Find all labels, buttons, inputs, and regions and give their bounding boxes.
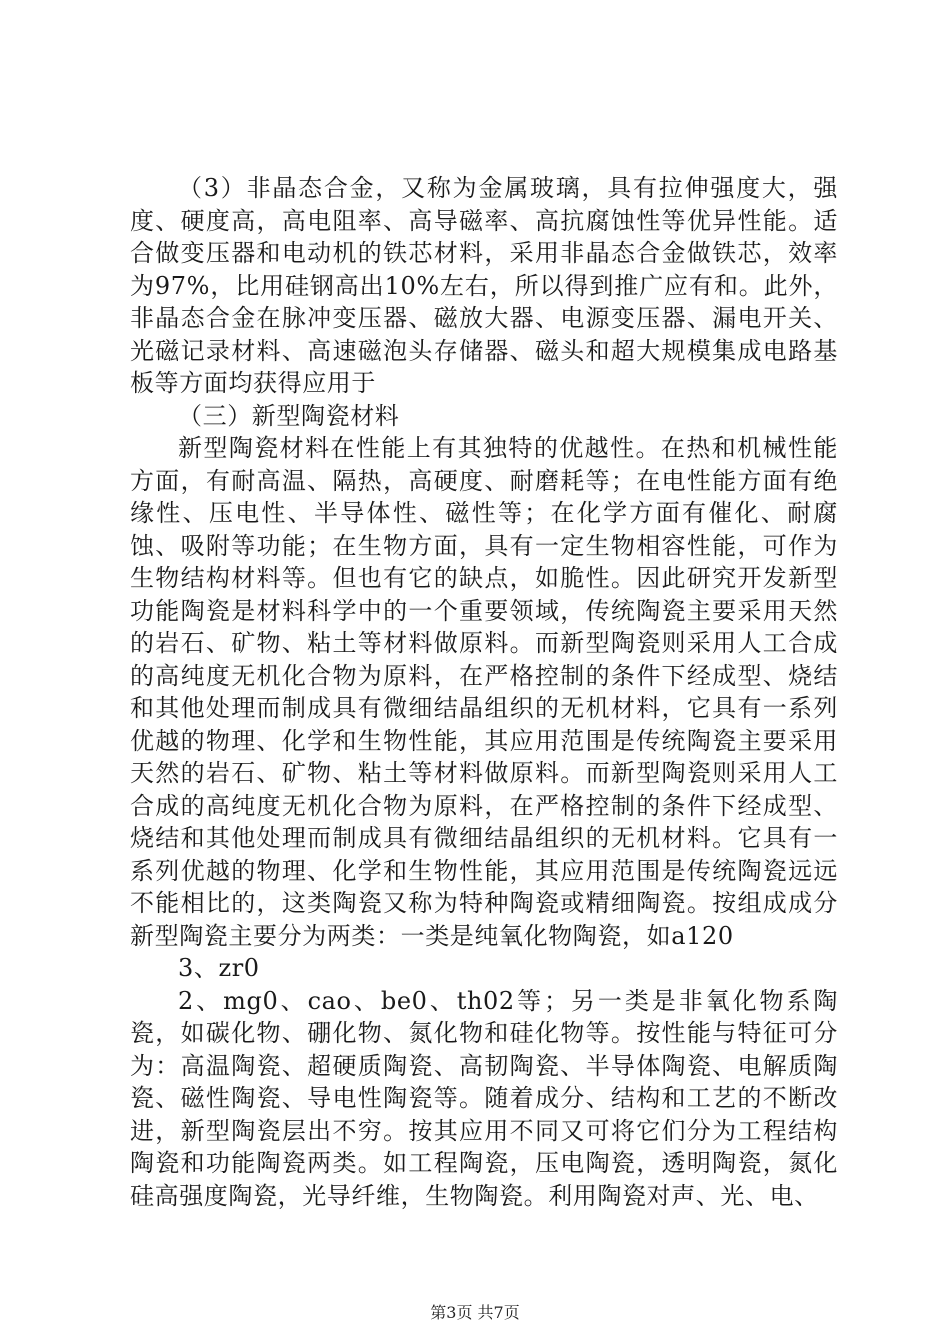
paragraph-new-ceramics: 新型陶瓷材料在性能上有其独特的优越性。在热和机械性能方面，有耐高温、隔热，高硬度、耐磨耗等；在电性能方面有绝缘性、压电性、半导体性、磁性等；在化学方面有催化、耐腐蚀、吸附等功能；在生物方面，具有一定生物相容性能，可作为生物结构材料等。但也有它的缺点，如脆性。因此研究开发新型功能陶瓷是材料科学中的一个重要领域，传统陶瓷主要采用天然的岩石、矿物、粘土等材料做原料。而新型陶瓷则采用人工合成的高纯度无机化合物为原料，在严格控制的条件下经成型、烧结和其他处理而制成具有微细结晶组织的无机材料，它具有一系列优越的物理、化学和生物性能，其应用范围是传统陶瓷主要采用天然的岩石、矿物、粘土等材料做原料。而新型陶瓷则采用人工合成的高纯度无机化合物为原料，在严格控制的条件下经成型、烧结和其他处理而制成具有微细结晶组织的无机材料。它具有一系列优越的物理、化学和生物性能，其应用范围是传统陶瓷远远不能相比的，这类陶瓷又称为特种陶瓷或精细陶瓷。按组成成分新型陶瓷主要分为两类：一类是纯氧化物陶瓷，如a120 (130, 434, 838, 950)
paragraph-fragment-zr0: 3、zr0 (178, 954, 260, 982)
page-footer: 第3页 共7页 (430, 1303, 520, 1322)
document-body (130, 172, 838, 1212)
paragraph-ceramic-types: 2、mg0、cao、be0、th02等；另一类是非氧化物系陶瓷，如碳化物、硼化物、氮化物和硅化物等。按性能与特征可分为：高温陶瓷、超硬质陶瓷、高韧陶瓷、半导体陶瓷、电解质陶瓷、磁性陶瓷、导电性陶瓷等。随着成分、结构和工艺的不断改进，新型陶瓷层出不穷。按其应用不同又可将它们分为工程结构陶瓷和功能陶瓷两类。如工程陶瓷，压电陶瓷，透明陶瓷，氮化硅高强度陶瓷，光导纤维，生物陶瓷。利用陶瓷对声、光、电、 (130, 986, 838, 1210)
section-heading-new-ceramics: （三）新型陶瓷材料 (178, 401, 400, 430)
paragraph-amorphous-alloy: （3）非晶态合金，又称为金属玻璃，具有拉伸强度大，强度、硬度高，高电阻率、高导磁率、高抗腐蚀性等优异性能。适合做变压器和电动机的铁芯材料，采用非晶态合金做铁芯，效率为97%，比用硅钢高出10%左右，所以得到推广应有和。此外，非晶态合金在脉冲变压器、磁放大器、电源变压器、漏电开关、光磁记录材料、高速磁泡头存储器、磁头和超大规模集成电路基板等方面均获得应用于 (130, 174, 838, 397)
